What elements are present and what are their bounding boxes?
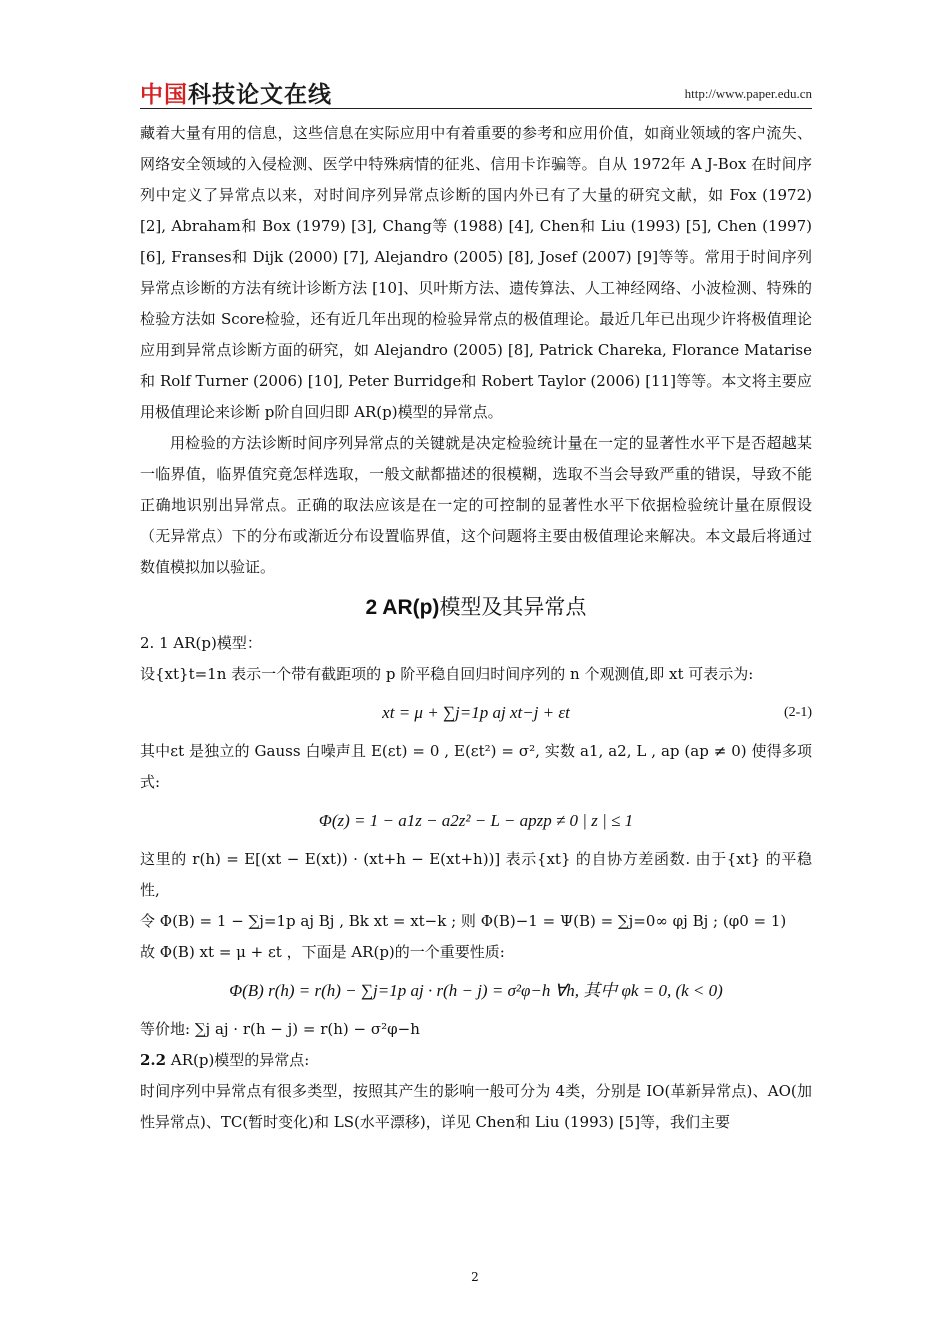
sub21-line-1: 设{xt}t=1n 表示一个带有截距项的 p 阶平稳自回归时间序列的 n 个观测值,即 xt 可表示为:	[140, 665, 754, 683]
section-2-number: 2 AR(p)	[365, 596, 440, 619]
header-rule	[140, 108, 812, 109]
sub21-line-2: 其中εt 是独立的 Gauss 白噪声且 E(εt) = 0 , E(εt²) = σ², 实数 a1, a2, L , ap (ap ≠ 0) 使得多项式:	[140, 742, 812, 791]
site-logo[interactable]	[140, 76, 332, 109]
subsection-2-2-title	[140, 1045, 812, 1076]
intro-paragraph-2: 用检验的方法诊断时间序列异常点的关键就是决定检验统计量在一定的显著性水平下是否超越某一临界值，临界值究竟怎样选取，一般文献都描述的很模糊，选取不当会导致严重的错误，导致不能正确地识别出异常点。正确的取法应该是在一定的可控制的显著性水平下依据检验统计量在原假设（无异常点）下的分布或渐近分布设置临界值，这个问题将主要由极值理论来解决。本文最后将通过数值模拟加以验证。	[140, 434, 812, 576]
section-2-title-text: 模型及其异常点	[439, 595, 587, 619]
equation-property	[140, 974, 812, 1008]
page-header	[140, 74, 812, 108]
logo-red-text: 中国	[140, 82, 188, 108]
sub21-line-5: 故 Φ(B) xt = μ + εt ，下面是 AR(p)的一个重要性质:	[140, 943, 505, 961]
page-number: 2	[471, 1270, 479, 1284]
subsection-2-2-number: 2.2	[140, 1051, 167, 1069]
section-2-title	[140, 591, 812, 624]
intro-paragraph-1: 藏着大量有用的信息，这些信息在实际应用中有着重要的参考和应用价值，如商业领域的客户流失、网络安全领域的入侵检测、医学中特殊病情的征兆、信用卡诈骗等。自从 1972年 A J-Box 在时间序列中定义了异常点以来，对时间序列异常点诊断的国内外已有了大量的研究文献，如 Fox (1972) [2], Abraham和 Box (1979) [3], Chang等 (1988) [4], Chen和 Liu (1993) [5], Chen (1997) [6], Franses和 Dijk (2000) [7], Alejandro (2005) [8], Josef (2007) [9]等等。常用于时间序列异常点诊断的方法有统计诊断方法 [10]、贝叶斯方法、遗传算法、人工神经网络、小波检测、特殊的检验方法如 Score检验，还有近几年出现的检验异常点的极值理论。最近几年已出现少许将极值理论应用到异常点诊断方面的研究，如 Alejandro (2005) [8], Patrick Chareka, Florance Matarise和 Rolf Turner (2006) [10], Peter Burridge和 Robert Taylor (2006) [11]等等。本文将主要应用极值理论来诊断 p阶自回归即 AR(p)模型的异常点。	[140, 124, 812, 421]
subsection-2-2-title-text: AR(p)模型的异常点:	[166, 1051, 310, 1069]
equation-2-1	[140, 696, 812, 730]
sub21-line-3: 这里的 r(h) = E[(xt − E(xt)) · (xt+h − E(xt+h))] 表示{xt} 的自协方差函数. 由于{xt} 的平稳性,	[140, 850, 812, 899]
sub21-line-6: 等价地: ∑j aj · r(h − j) = r(h) − σ²φ−h	[140, 1020, 420, 1038]
page-body	[140, 118, 812, 1138]
equation-2-1-number: (2-1)	[784, 705, 812, 720]
subsection-2-1-title: 2. 1 AR(p)模型：	[140, 634, 262, 652]
sub21-line-4: 令 Φ(B) = 1 − ∑j=1p aj Bj , Bk xt = xt−k ; 则 Φ(B)−1 = Ψ(B) = ∑j=0∞ φj Bj ; (φ0 = 1)	[140, 912, 787, 930]
equation-2-1-body: xt = μ + ∑j=1p aj xt−j + εt	[382, 703, 570, 722]
header-url[interactable]: http://www.paper.edu.cn	[684, 86, 812, 101]
equation-polynomial	[140, 804, 812, 838]
logo-dark-text: 科技论文在线	[188, 82, 332, 108]
equation-property-body: Φ(B) r(h) = r(h) − ∑j=1p aj · r(h − j) = σ²φ−h ∀h, 其中 φk = 0, (k < 0)	[229, 981, 723, 1000]
equation-polynomial-body: Φ(z) = 1 − a1z − a2z² − L − apzp ≠ 0 | z | ≤ 1	[318, 811, 634, 830]
sub22-paragraph: 时间序列中异常点有很多类型，按照其产生的影响一般可分为 4类，分别是 IO(革新异常点)、AO(加性异常点)、TC(暂时变化)和 LS(水平漂移)，详见 Chen和 Liu (1993) [5]等，我们主要	[140, 1082, 812, 1131]
